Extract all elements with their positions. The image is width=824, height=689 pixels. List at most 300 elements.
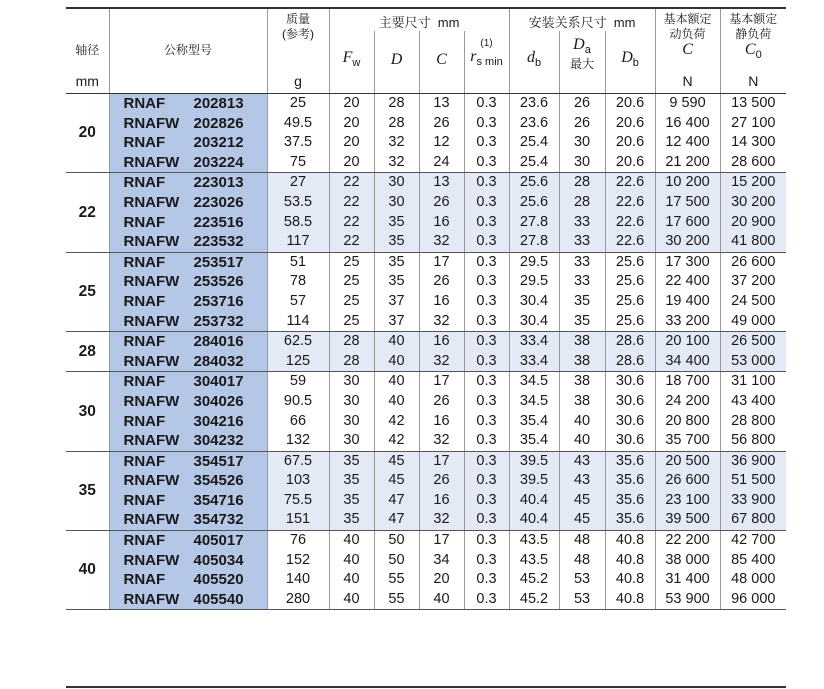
table-bottom-rule xyxy=(66,686,786,688)
model-code: 354526 xyxy=(193,472,244,490)
cr-cell: 26 600 xyxy=(655,471,720,491)
da-cell: 38 xyxy=(559,392,605,412)
d-cell: 40 xyxy=(374,332,419,352)
model-cell xyxy=(109,491,267,511)
mass-cell: 280 xyxy=(267,590,329,610)
r-cell: 0.3 xyxy=(464,510,509,530)
r-cell: 0.3 xyxy=(464,173,509,193)
c-cell: 26 xyxy=(419,114,464,134)
r-cell: 0.3 xyxy=(464,392,509,412)
db-cell: 30.4 xyxy=(509,312,559,332)
c-cell: 17 xyxy=(419,531,464,551)
fw-cell: 25 xyxy=(329,272,374,292)
Db-cell: 25.6 xyxy=(605,252,655,272)
fw-cell: 40 xyxy=(329,590,374,610)
fw-cell: 30 xyxy=(329,431,374,451)
table-row xyxy=(66,590,786,610)
cr-cell: 20 800 xyxy=(655,412,720,432)
cr-cell: 18 700 xyxy=(655,372,720,392)
fw-cell: 40 xyxy=(329,570,374,590)
model-code: 202813 xyxy=(193,95,244,112)
Db-cell: 25.6 xyxy=(605,272,655,292)
c0-cell: 20 900 xyxy=(720,213,786,233)
fw-cell: 22 xyxy=(329,173,374,193)
db-cell: 29.5 xyxy=(509,272,559,292)
model-code: 223026 xyxy=(193,193,244,211)
fw-cell: 20 xyxy=(329,153,374,173)
table-row xyxy=(66,392,786,412)
model-series: RNAF xyxy=(123,253,166,271)
cr-cell: 39 500 xyxy=(655,510,720,530)
model-series: RNAFW xyxy=(123,312,180,330)
table-row xyxy=(66,292,786,312)
model-code: 253716 xyxy=(193,292,244,310)
db-cell: 25.4 xyxy=(509,133,559,153)
model-cell xyxy=(109,352,267,372)
model-series: RNAF xyxy=(123,134,166,152)
Db-cell: 22.6 xyxy=(605,193,655,213)
Db-cell: 25.6 xyxy=(605,292,655,312)
da-cell: 26 xyxy=(559,114,605,134)
table-row xyxy=(66,312,786,332)
model-series: RNAF xyxy=(123,333,166,351)
d-cell: 40 xyxy=(374,392,419,412)
c-cell: 32 xyxy=(419,431,464,451)
model-series: RNAF xyxy=(123,373,166,391)
Db-cell: 20.6 xyxy=(605,94,655,114)
c-cell: 40 xyxy=(419,590,464,610)
model-cell xyxy=(109,451,267,471)
db-cell: 40.4 xyxy=(509,510,559,530)
Db-cell: 20.6 xyxy=(605,153,655,173)
model-cell xyxy=(109,193,267,213)
db-header: $d_b$ xyxy=(509,31,559,71)
r-note: (1) xyxy=(480,37,493,49)
fw-cell: 22 xyxy=(329,193,374,213)
mass-cell: 90.5 xyxy=(267,392,329,412)
mass-header-label: 质量 (参考) xyxy=(282,12,314,41)
model-cell xyxy=(109,114,267,134)
table-row xyxy=(66,551,786,571)
model-code: 284032 xyxy=(193,352,244,370)
model-code: 405520 xyxy=(193,571,244,589)
c0-cell: 15 200 xyxy=(720,173,786,193)
db-cell: 40.4 xyxy=(509,491,559,511)
db-cell: 27.8 xyxy=(509,232,559,252)
c-cell: 16 xyxy=(419,292,464,312)
c0-cell: 30 200 xyxy=(720,193,786,213)
table-body xyxy=(66,94,786,610)
dyn-load-label: 基本额定 动负荷 xyxy=(663,12,712,41)
mass-cell: 25 xyxy=(267,94,329,114)
mass-cell: 59 xyxy=(267,372,329,392)
model-code: 304232 xyxy=(193,432,244,450)
mass-cell: 66 xyxy=(267,412,329,432)
mass-cell: 125 xyxy=(267,352,329,372)
db-cell: 35.4 xyxy=(509,412,559,432)
mass-cell: 75 xyxy=(267,153,329,173)
model-code: 405034 xyxy=(193,551,244,569)
dyn-load-symbol: C xyxy=(682,41,693,58)
table-row xyxy=(66,471,786,491)
model-series: RNAFW xyxy=(123,551,180,569)
c0-cell: 13 500 xyxy=(731,95,776,111)
fw-cell: 30 xyxy=(329,412,374,432)
mass-cell: 75.5 xyxy=(267,491,329,511)
model-code: 405540 xyxy=(193,590,244,608)
c0-cell: 49 000 xyxy=(720,312,786,332)
r-cell: 0.3 xyxy=(464,232,509,252)
model-series: RNAF xyxy=(123,532,166,550)
model-code: 223013 xyxy=(193,174,244,192)
shaft-diameter-cell: 28 xyxy=(66,332,109,372)
c0-cell: 41 800 xyxy=(720,232,786,252)
c0-cell: 56 800 xyxy=(720,431,786,451)
model-cell xyxy=(109,232,267,252)
model-code: 253526 xyxy=(193,273,244,291)
cr-cell: 21 200 xyxy=(655,153,720,173)
r-cell: 0.3 xyxy=(464,94,509,114)
model-code: 304026 xyxy=(193,392,244,410)
cr-cell: 12 400 xyxy=(655,133,720,153)
db-cell: 23.6 xyxy=(509,114,559,134)
c0-cell: 14 300 xyxy=(731,134,776,151)
model-series: RNAFW xyxy=(123,590,180,608)
c0-cell: 26 600 xyxy=(731,253,776,270)
Db-cell: 40.8 xyxy=(605,531,655,551)
fw-cell: 35 xyxy=(329,471,374,491)
model-series: RNAFW xyxy=(123,114,180,132)
fw-cell: 35 xyxy=(329,491,374,511)
model-cell xyxy=(109,570,267,590)
d-cell: 28 xyxy=(374,114,419,134)
Db-header: $D_b$ xyxy=(605,31,655,71)
fw-cell: 22 xyxy=(329,213,374,233)
model-code: 223532 xyxy=(193,233,244,251)
c0-cell: 37 200 xyxy=(731,273,776,290)
c0-cell: 36 900 xyxy=(720,451,786,471)
c-cell: 17 xyxy=(419,252,464,272)
d-cell: 55 xyxy=(374,590,419,610)
Db-cell: 30.6 xyxy=(605,392,655,412)
table-row xyxy=(66,94,786,114)
da-cell: 53 xyxy=(559,590,605,610)
model-cell xyxy=(109,94,267,114)
model-cell xyxy=(109,412,267,432)
d-header: D xyxy=(374,31,419,71)
table-row xyxy=(66,412,786,432)
c0-cell: 67 800 xyxy=(720,510,786,530)
r-cell: 0.3 xyxy=(464,352,509,372)
d-cell: 40 xyxy=(374,352,419,372)
d-cell: 35 xyxy=(374,213,419,233)
d-cell: 50 xyxy=(374,551,419,571)
r-cell: 0.3 xyxy=(464,491,509,511)
model-series: RNAFW xyxy=(123,193,180,211)
model-code: 203224 xyxy=(193,153,244,171)
c0-cell: 96 000 xyxy=(720,590,786,610)
model-series: RNAF xyxy=(123,213,166,231)
model-code: 304017 xyxy=(193,373,244,391)
table-row xyxy=(66,372,786,392)
r-cell: 0.3 xyxy=(464,133,509,153)
da-max-label: 最大 xyxy=(570,57,595,71)
d-cell: 40 xyxy=(374,372,419,392)
da-cell: 33 xyxy=(559,252,605,272)
d-cell: 42 xyxy=(374,431,419,451)
d-cell: 47 xyxy=(374,510,419,530)
c-cell: 32 xyxy=(419,312,464,332)
da-cell: 40 xyxy=(559,431,605,451)
Db-cell: 28.6 xyxy=(605,352,655,372)
model-cell xyxy=(109,252,267,272)
mass-cell: 62.5 xyxy=(267,332,329,352)
table-row xyxy=(66,114,786,134)
Db-cell: 35.6 xyxy=(605,451,655,471)
r-cell: 0.3 xyxy=(464,570,509,590)
mass-cell: 117 xyxy=(267,232,329,252)
c0-cell: 42 700 xyxy=(731,532,776,549)
d-cell: 28 xyxy=(374,94,419,114)
model-header-label: 公称型号 xyxy=(163,42,212,57)
mass-cell: 140 xyxy=(267,570,329,590)
fw-cell: 35 xyxy=(329,451,374,471)
model-cell xyxy=(109,392,267,412)
d-cell: 37 xyxy=(374,312,419,332)
cr-cell: 10 200 xyxy=(655,173,720,193)
da-cell: 28 xyxy=(559,173,605,193)
Db-cell: 40.8 xyxy=(605,551,655,571)
db-cell: 39.5 xyxy=(509,451,559,471)
bearing-spec-table xyxy=(66,7,786,610)
da-cell: 38 xyxy=(559,332,605,352)
r-cell: 0.3 xyxy=(464,551,509,571)
Db-cell: 25.6 xyxy=(605,312,655,332)
fw-cell: 28 xyxy=(329,352,374,372)
table-row xyxy=(66,491,786,511)
db-cell: 25.6 xyxy=(509,173,559,193)
r-header: (1) $r_{s min}$ xyxy=(464,31,509,71)
da-cell: 53 xyxy=(559,570,605,590)
table-row xyxy=(66,173,786,193)
r-cell: 0.3 xyxy=(464,252,509,272)
table-row xyxy=(66,272,786,292)
fw-cell: 40 xyxy=(329,531,374,551)
da-cell: 45 xyxy=(559,510,605,530)
da-cell: 30 xyxy=(559,153,605,173)
mass-cell: 51 xyxy=(267,252,329,272)
db-cell: 45.2 xyxy=(509,570,559,590)
main-dims-header xyxy=(329,8,509,31)
model-cell xyxy=(109,312,267,332)
table-row xyxy=(66,213,786,233)
c-cell: 26 xyxy=(419,471,464,491)
da-cell: 48 xyxy=(559,551,605,571)
model-code: 354517 xyxy=(193,452,244,470)
fw-cell: 28 xyxy=(329,332,374,352)
da-cell: 33 xyxy=(559,213,605,233)
c-cell: 16 xyxy=(419,491,464,511)
mass-unit: g xyxy=(267,71,329,94)
stat-load-label: 基本额定 静负荷 xyxy=(729,12,778,41)
da-cell: 43 xyxy=(559,451,605,471)
mass-cell: 67.5 xyxy=(267,451,329,471)
da-cell: 48 xyxy=(559,531,605,551)
c-cell: 26 xyxy=(419,193,464,213)
cr-cell: 33 200 xyxy=(655,312,720,332)
db-cell: 39.5 xyxy=(509,471,559,491)
Db-cell: 22.6 xyxy=(605,213,655,233)
db-cell: 43.5 xyxy=(509,531,559,551)
c0-cell: 85 400 xyxy=(731,551,776,568)
mass-cell: 132 xyxy=(267,431,329,451)
table-row xyxy=(66,431,786,451)
mass-cell: 53.5 xyxy=(267,193,329,213)
r-cell: 0.3 xyxy=(464,292,509,312)
d-cell: 32 xyxy=(374,133,419,153)
cr-cell: 38 000 xyxy=(655,551,720,571)
c0-cell: 33 900 xyxy=(720,491,786,511)
da-cell: 38 xyxy=(559,352,605,372)
r-cell: 0.3 xyxy=(464,431,509,451)
model-cell xyxy=(109,510,267,530)
d-cell: 32 xyxy=(374,153,419,173)
r-cell: 0.3 xyxy=(464,213,509,233)
model-series: RNAFW xyxy=(123,511,180,529)
c0-cell: 24 500 xyxy=(731,292,776,309)
d-cell: 35 xyxy=(374,232,419,252)
r-cell: 0.3 xyxy=(464,471,509,491)
cr-cell: 53 900 xyxy=(655,590,720,610)
cr-cell: 31 400 xyxy=(655,570,720,590)
c0-cell: 26 500 xyxy=(720,332,786,352)
model-code: 284016 xyxy=(193,333,244,351)
model-cell xyxy=(109,153,267,173)
table-header xyxy=(66,8,786,94)
model-code: 202826 xyxy=(193,114,244,132)
mass-cell: 152 xyxy=(267,551,329,571)
cr-cell: 30 200 xyxy=(655,232,720,252)
Db-cell: 30.6 xyxy=(605,412,655,432)
d-cell: 50 xyxy=(374,531,419,551)
c0-cell: 48 000 xyxy=(731,571,776,588)
db-cell: 30.4 xyxy=(509,292,559,312)
Db-cell: 40.8 xyxy=(605,570,655,590)
model-code: 253517 xyxy=(193,253,244,271)
r-cell: 0.3 xyxy=(464,193,509,213)
db-cell: 27.8 xyxy=(509,213,559,233)
model-code: 304216 xyxy=(193,412,244,430)
r-cell: 0.3 xyxy=(464,590,509,610)
db-cell: 34.5 xyxy=(509,392,559,412)
d-cell: 45 xyxy=(374,451,419,471)
db-cell: 29.5 xyxy=(509,252,559,272)
mass-cell: 114 xyxy=(267,312,329,332)
Db-cell: 35.6 xyxy=(605,510,655,530)
c-cell: 32 xyxy=(419,232,464,252)
model-cell xyxy=(109,590,267,610)
model-cell xyxy=(109,292,267,312)
da-cell: 30 xyxy=(559,133,605,153)
table-row xyxy=(66,510,786,530)
c-header: C xyxy=(419,31,464,71)
model-cell xyxy=(109,431,267,451)
mass-cell: 151 xyxy=(267,510,329,530)
db-cell: 25.4 xyxy=(509,153,559,173)
model-series: RNAF xyxy=(123,491,166,509)
d-cell: 35 xyxy=(374,272,419,292)
shaft-unit: mm xyxy=(66,71,109,94)
cr-cell: 16 400 xyxy=(655,114,720,134)
model-code: 253732 xyxy=(193,312,244,330)
c0-cell: 27 100 xyxy=(731,114,776,131)
shaft-diameter-cell: 30 xyxy=(66,372,109,451)
table-row xyxy=(66,352,786,372)
c-cell: 17 xyxy=(419,451,464,471)
model-cell xyxy=(109,551,267,571)
cr-cell: 23 100 xyxy=(655,491,720,511)
model-code: 223516 xyxy=(193,213,244,231)
table-row xyxy=(66,570,786,590)
c0-cell: 43 400 xyxy=(731,392,776,409)
mass-cell: 37.5 xyxy=(267,133,329,153)
d-cell: 35 xyxy=(374,252,419,272)
c0-cell: 31 100 xyxy=(731,373,776,390)
d-cell: 30 xyxy=(374,193,419,213)
db-cell: 35.4 xyxy=(509,431,559,451)
Db-cell: 20.6 xyxy=(605,133,655,153)
model-series: RNAFW xyxy=(123,153,180,171)
model-cell xyxy=(109,133,267,153)
mass-cell: 27 xyxy=(267,173,329,193)
r-cell: 0.3 xyxy=(464,114,509,134)
Db-cell: 30.6 xyxy=(605,372,655,392)
r-cell: 0.3 xyxy=(464,312,509,332)
da-cell: 33 xyxy=(559,272,605,292)
model-series: RNAFW xyxy=(123,392,180,410)
model-cell xyxy=(109,332,267,352)
fw-cell: 20 xyxy=(329,133,374,153)
c-cell: 13 xyxy=(419,94,464,114)
cr-cell: 34 400 xyxy=(655,352,720,372)
fw-cell: 30 xyxy=(329,392,374,412)
d-cell: 42 xyxy=(374,412,419,432)
da-cell: 26 xyxy=(559,94,605,114)
shaft-diameter-cell: 35 xyxy=(66,451,109,530)
stat-load-symbol: $C_0$ xyxy=(744,41,762,62)
model-cell xyxy=(109,531,267,551)
model-series: RNAF xyxy=(123,452,166,470)
da-cell: 35 xyxy=(559,292,605,312)
c-cell: 20 xyxy=(419,570,464,590)
c0-cell: 51 500 xyxy=(720,471,786,491)
db-cell: 43.5 xyxy=(509,551,559,571)
db-cell: 33.4 xyxy=(509,352,559,372)
fw-cell: 25 xyxy=(329,252,374,272)
model-cell xyxy=(109,471,267,491)
table-row xyxy=(66,252,786,272)
cr-cell: 20 100 xyxy=(655,332,720,352)
model-code: 405017 xyxy=(193,532,244,550)
c0-unit: N xyxy=(720,71,786,94)
shaft-diameter-cell: 20 xyxy=(66,94,109,173)
db-cell: 45.2 xyxy=(509,590,559,610)
table-row xyxy=(66,153,786,173)
mass-cell: 103 xyxy=(267,471,329,491)
model-series: RNAFW xyxy=(123,432,180,450)
mass-header xyxy=(267,8,329,71)
cr-unit: N xyxy=(655,71,720,94)
